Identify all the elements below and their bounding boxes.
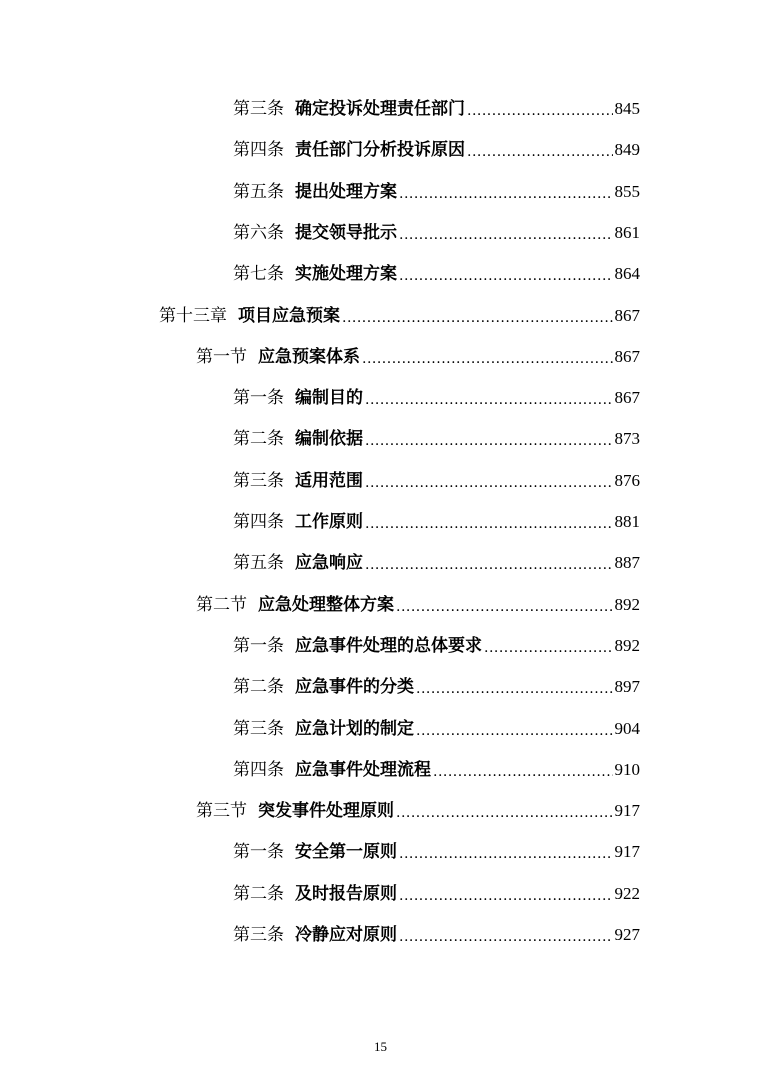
toc-entry-number: 第五条 <box>233 181 284 202</box>
toc-entry-leader <box>416 722 613 740</box>
toc-entry-title: 确定投诉处理责任部门 <box>295 99 465 119</box>
toc-entry-leader <box>399 887 613 905</box>
toc-entry[interactable] <box>196 792 640 822</box>
toc-entry[interactable] <box>233 875 640 905</box>
toc-entry[interactable] <box>233 462 640 492</box>
toc-entry-leader <box>365 556 613 574</box>
toc-entry[interactable] <box>233 627 640 657</box>
toc-entry-number: 第一条 <box>233 388 284 409</box>
toc-entry-leader <box>365 515 613 533</box>
toc-entry[interactable] <box>159 297 640 327</box>
toc-entry-number: 第六条 <box>233 222 284 243</box>
toc-entry-page: 892 <box>614 594 640 614</box>
toc-entry-leader <box>396 804 613 822</box>
toc-entry-page: 897 <box>614 677 640 697</box>
toc-entry-number: 第三节 <box>196 801 247 822</box>
toc-entry-number: 第一条 <box>233 842 284 863</box>
toc-entry-leader <box>399 267 613 285</box>
toc-entry-page: 876 <box>614 470 640 490</box>
toc-entry-page: 922 <box>614 883 640 903</box>
toc-entry-title: 实施处理方案 <box>295 264 397 285</box>
toc-entry-number: 第二节 <box>196 594 247 615</box>
toc-entry-title: 应急事件处理的总体要求 <box>295 635 482 656</box>
toc-entry[interactable] <box>233 544 640 574</box>
toc-entry-number: 第七条 <box>233 264 284 285</box>
toc-entry-title: 责任部门分析投诉原因 <box>295 140 465 161</box>
toc-entry-title: 工作原则 <box>295 512 363 532</box>
toc-entry[interactable] <box>233 131 640 161</box>
toc-entry-page: 861 <box>614 222 640 242</box>
toc-entry-leader <box>416 680 613 698</box>
toc-entry-leader <box>342 309 613 327</box>
toc-entry-title: 应急计划的制定 <box>295 718 414 739</box>
toc-entry-leader <box>362 350 613 368</box>
toc-entry-leader <box>365 391 613 409</box>
toc-entry[interactable] <box>196 586 640 616</box>
toc-entry-number: 第十三章 <box>159 305 227 326</box>
toc-entry-title: 适用范围 <box>295 470 363 491</box>
toc-entry[interactable] <box>233 379 640 409</box>
toc-entry-page: 864 <box>614 264 640 284</box>
toc-entry-leader <box>365 432 613 450</box>
toc-entry-leader <box>467 143 613 161</box>
toc-entry-leader <box>399 845 613 863</box>
toc-entry-leader <box>484 639 613 657</box>
toc-entry-page: 867 <box>614 388 640 408</box>
toc-entry-page: 873 <box>614 429 640 449</box>
toc-entry-leader <box>433 763 613 781</box>
toc-entry-number: 第一节 <box>196 346 247 367</box>
toc-entry-title: 及时报告原则 <box>295 883 397 904</box>
toc-entry-number: 第一条 <box>233 635 284 656</box>
toc-entry-title: 应急处理整体方案 <box>258 594 394 615</box>
toc-entry-page: 904 <box>614 718 640 738</box>
toc-entry[interactable] <box>233 255 640 285</box>
toc-entry-number: 第五条 <box>233 553 284 574</box>
toc-entry-title: 应急响应 <box>295 553 363 574</box>
toc-entry-page: 881 <box>614 512 640 531</box>
toc-entry-page: 887 <box>614 553 640 573</box>
toc-entry[interactable] <box>233 90 640 120</box>
toc-entry-title: 应急预案体系 <box>258 346 360 367</box>
toc-entry-title: 应急事件的分类 <box>295 677 414 698</box>
toc-entry-page: 910 <box>614 759 640 779</box>
toc-entry-page: 855 <box>614 181 640 201</box>
toc-entry-title: 冷静应对原则 <box>295 925 397 945</box>
toc-entry-leader <box>467 102 613 120</box>
toc-entry[interactable] <box>233 503 640 533</box>
toc-entry-leader <box>399 226 613 244</box>
toc-entry[interactable] <box>233 916 640 946</box>
toc-entry-number: 第三条 <box>233 99 284 119</box>
toc-entry-number: 第二条 <box>233 677 284 698</box>
toc-entry-page: 927 <box>614 925 640 944</box>
toc-entry[interactable] <box>233 751 640 781</box>
toc-entry-leader <box>399 928 613 946</box>
toc-entry-number: 第四条 <box>233 140 284 161</box>
toc-entry-number: 第四条 <box>233 759 284 780</box>
toc-entry-leader <box>365 474 613 492</box>
toc-entry[interactable] <box>233 710 640 740</box>
toc-entry-number: 第二条 <box>233 429 284 450</box>
toc-entry-page: 867 <box>614 305 640 325</box>
toc-entry-title: 项目应急预案 <box>238 305 340 326</box>
toc-entry-title: 编制目的 <box>295 388 363 409</box>
toc-entry-number: 第三条 <box>233 470 284 491</box>
toc-entry-title: 提出处理方案 <box>295 181 397 202</box>
toc-entry-page: 917 <box>614 842 640 862</box>
toc-entry[interactable] <box>233 173 640 203</box>
toc-entry-number: 第二条 <box>233 883 284 904</box>
toc-entry-number: 第三条 <box>233 718 284 739</box>
toc-entry-page: 849 <box>614 140 640 160</box>
toc-entry-page: 845 <box>614 99 640 118</box>
toc-entry[interactable] <box>196 338 640 368</box>
toc-entry-leader <box>396 598 613 616</box>
toc-entry-title: 编制依据 <box>295 429 363 450</box>
toc-entry[interactable] <box>233 833 640 863</box>
toc-entry-page: 917 <box>614 801 640 821</box>
toc-entry-number: 第四条 <box>233 512 284 532</box>
toc-entry-page: 867 <box>614 346 640 366</box>
toc-entry-title: 安全第一原则 <box>295 842 397 863</box>
toc-entry-leader <box>399 185 613 203</box>
toc-entry-title: 应急事件处理流程 <box>295 759 431 780</box>
page-number: 15 <box>374 1039 387 1054</box>
toc-entry-title: 提交领导批示 <box>295 222 397 243</box>
toc-entry-title: 突发事件处理原则 <box>258 801 394 822</box>
toc-entry[interactable] <box>233 668 640 698</box>
toc-entry-number: 第三条 <box>233 925 284 945</box>
toc-entry-page: 892 <box>614 635 640 655</box>
toc-entry[interactable] <box>233 214 640 244</box>
toc-entry[interactable] <box>233 420 640 450</box>
